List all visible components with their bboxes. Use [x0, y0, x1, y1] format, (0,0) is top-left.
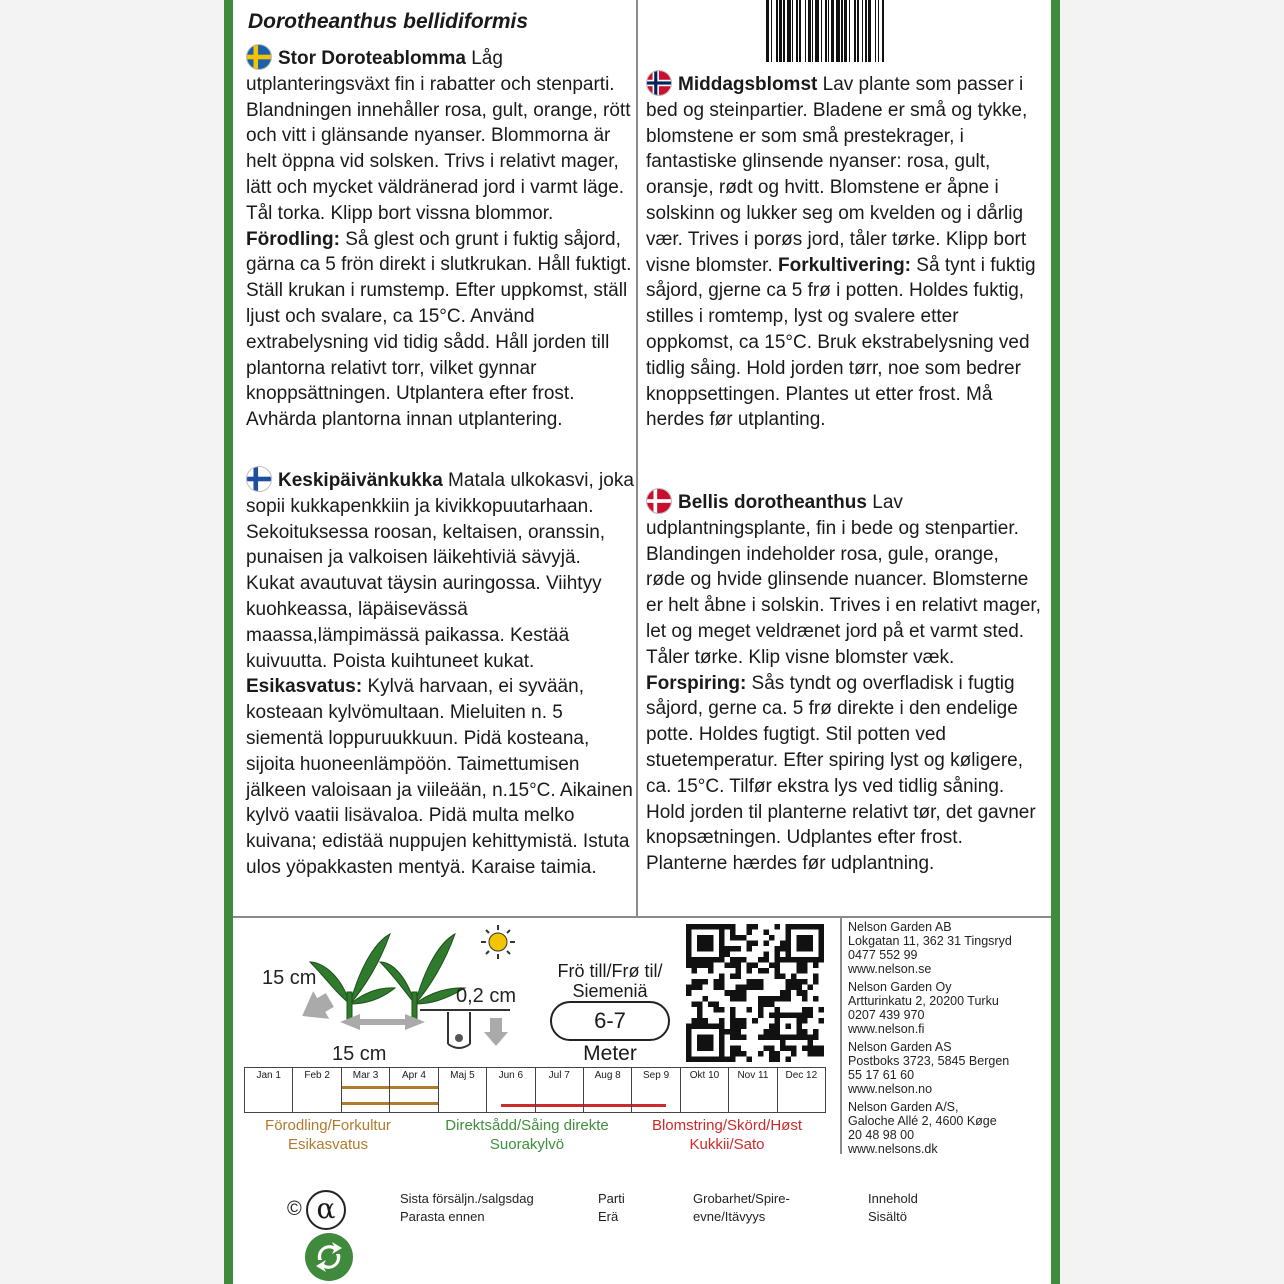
- seeds-value: 6-7: [550, 1001, 670, 1041]
- calendar-month: [487, 1068, 535, 1112]
- section-finnish: [246, 466, 634, 881]
- calendar-month-label: Jul 7: [548, 1070, 570, 1081]
- calendar-month: [536, 1068, 584, 1112]
- company-address: Postboks 3723, 5845 Bergen: [848, 1054, 1010, 1068]
- section-norwegian: [646, 70, 1042, 433]
- calendar-month: [584, 1068, 632, 1112]
- calendar-month-label: Aug 8: [594, 1070, 621, 1081]
- calendar-month-label: Jun 6: [498, 1070, 524, 1081]
- section-text: Sås tyndt og overfladisk i fugtig såjord, gerne ca. 5 frø direkte i den endelige potte. Holdes fugtigt. Stil potten ved stuetemperatur. Efter spiring lyst og køligere, ca. 15°C. Tilfør ekstra lys ved tidlig såning. Hold jorden til planterne relativt tør, det gavner knopsætningen. Udplantes efter frost. Planterne hærdes før udplantning.: [646, 672, 1036, 875]
- section-text: Så glest och grunt i fuktig såjord, gärna ca 5 frön direkt i slutkrukan. Håll fuktigt. Ställ krukan i rumstemp. Efter uppkomst, ställ ljust och svalare, ca 15°C. Använd extrabelysning vid tidig sådd. Håll jorden till plantorna relativt torr, vilket gynnar knoppsättningen. Utplantera efter frost. Avhärda plantorna innan utplantering.: [246, 228, 632, 431]
- section-text: Matala ulkokasvi, joka sopii kukkapenkkiin ja kivikkopuutarhaan. Sekoituksessa roosan, keltaisen, oranssin, punaisen ja valkoisen läikehtiviä sävyjä. Kukat avautuvat täysin auringossa. Viihtyy kuohkeassa, läpäisevässä maassa,lämpimässä paikassa. Kestää kuivuutta. Poista kuihtuneet kukat.: [246, 470, 634, 672]
- section-title: Middagsblomst: [678, 74, 818, 95]
- section-subheading: Forspiring:: [646, 672, 747, 694]
- company-name: Nelson Garden AB: [848, 920, 952, 934]
- calendar-month-label: Apr 4: [402, 1070, 426, 1081]
- section-text: Låg utplanteringsväxt fin i rabatter och stenparti. Blandningen innehåller rosa, gult, orange, rött och vitt i glänsande nyanser. Blommorna är helt öppna vid solsken. Trivs i relativt mager, lätt och mycket väldränerad jord i varmt läge. Tål torka. Klipp bort vissna blommor.: [246, 48, 631, 224]
- company-web[interactable]: www.nelson.no: [848, 1082, 933, 1096]
- sowing-indoor-bar: [342, 1102, 389, 1105]
- company-phone: 0477 552 99: [848, 948, 918, 962]
- company-info: [848, 1100, 997, 1156]
- section-title: Bellis dorotheanthus: [678, 492, 867, 513]
- sales-date-label: Sista försäljn./salgsdag Parasta ennen: [400, 1191, 534, 1224]
- depth-label: 0,2 cm: [456, 985, 517, 1007]
- company-address: Lokgatan 11, 362 31 Tingsryd: [848, 934, 1012, 948]
- germination-label: Grobarhet/Spire- evne/Itävyys: [693, 1191, 790, 1224]
- sowing-calendar: [244, 1067, 826, 1113]
- calendar-month-label: Maj 5: [450, 1070, 475, 1081]
- contents-label: Innehold Sisältö: [868, 1191, 918, 1224]
- calendar-month: [439, 1068, 487, 1112]
- calendar-month-label: Nov 11: [737, 1070, 769, 1081]
- norway-flag-icon: [646, 70, 672, 96]
- company-web[interactable]: www.nelson.se: [848, 962, 932, 976]
- calendar-month-label: Jan 1: [256, 1070, 281, 1081]
- company-info: [848, 920, 1012, 976]
- section-text: Så tynt i fuktig såjord, gjerne ca 5 frø i potten. Holdes fuktig, stilles i romtemp, lyst og svalere etter oppkomst, ca 15°C. Bruk ekstrabelysning ved tidlig såing. Hold jorden tørr, noe som bedrer knoppsettingen. Plantes ut etter frost. Må herdes før utplanting.: [646, 254, 1036, 431]
- finland-flag-icon: [246, 466, 272, 492]
- company-address: Galoche Allé 2, 4600 Køge: [848, 1114, 997, 1128]
- calendar-month-label: Okt 10: [689, 1070, 720, 1081]
- section-subheading: Förodling:: [246, 228, 340, 250]
- legend-bloom: Blomstring/Skörd/Høst Kukkii/Sato: [651, 1117, 803, 1153]
- copyright-symbol: ©: [287, 1198, 302, 1220]
- calendar-month: [342, 1068, 390, 1112]
- section-text: Lav udplantningsplante, fin i bede og stenpartier. Blandingen indeholder rosa, gule, orange, røde og hvide glinsende nuancer. Blomsterne er helt åbne i solskin. Trives i en relativt mager, let og meget veldrænet jord på et varmt sted. Tåler tørke. Klip visne blomster væk.: [646, 492, 1041, 668]
- scientific-name: Dorotheanthus bellidiformis: [248, 10, 529, 33]
- company-name: Nelson Garden Oy: [848, 980, 952, 994]
- seeds-unit: Meter: [583, 1042, 637, 1065]
- calendar-month-label: Sep 9: [643, 1070, 670, 1081]
- recycle-icon: [304, 1232, 354, 1282]
- denmark-flag-icon: [646, 488, 672, 514]
- calendar-month-label: Mar 3: [352, 1070, 379, 1081]
- company-info: [848, 980, 999, 1036]
- calendar-month: [390, 1068, 438, 1112]
- barcode: [766, 0, 1056, 62]
- seeds-label: Frö till/Frø til/ Siemeniä: [557, 961, 663, 1001]
- calendar-month: [778, 1068, 825, 1112]
- calendar-month: [681, 1068, 729, 1112]
- qr-code: [686, 924, 824, 1062]
- alpha-logo: α: [306, 1190, 346, 1230]
- section-title: Stor Doroteablomma: [278, 48, 466, 69]
- company-phone: 0207 439 970: [848, 1008, 925, 1022]
- company-web[interactable]: www.nelson.fi: [848, 1022, 925, 1036]
- spacing-vertical-label: 15 cm: [262, 967, 317, 989]
- section-divider: [233, 916, 1051, 918]
- sowing-indoor-bar: [342, 1086, 389, 1089]
- planting-diagram: [240, 922, 540, 1064]
- bloom-bar: [536, 1104, 583, 1107]
- bloom-bar: [584, 1104, 631, 1107]
- company-phone: 20 48 98 00: [848, 1128, 915, 1142]
- company-address: Artturinkatu 2, 20200 Turku: [848, 994, 999, 1008]
- calendar-month: [293, 1068, 341, 1112]
- calendar-month: [729, 1068, 777, 1112]
- section-danish: [646, 488, 1042, 877]
- column-divider: [636, 0, 638, 918]
- company-phone: 55 17 61 60: [848, 1068, 915, 1082]
- legend-direct-sowing: Direktsådd/Såing direkte Suorakylvö: [445, 1117, 609, 1153]
- section-text: Lav plante som passer i bed og steinpartier. Bladene er små og tykke, blomstene er som små prestekrager, i fantastiske glinsende nyanser: rosa, gult, oransje, rødt og hvitt. Blomstene er åpne i solskinn og lukker seg om kvelden og i dårlig vær. Trives i porøs jord, tåler tørke. Klipp bort visne blomster.: [646, 74, 1028, 276]
- calendar-month-label: Dec 12: [785, 1070, 818, 1081]
- company-divider: [840, 918, 842, 1154]
- section-title: Keskipäivänkukka: [278, 470, 443, 491]
- legend-indoor-sowing: Förodling/Forkultur Esikasvatus: [265, 1117, 391, 1153]
- section-text: Kylvä harvaan, ei syvään, kosteaan kylvömultaan. Mieluiten n. 5 siementä loppuruukkuun. Pidä kosteana, sijoita huoneenlämpöön. Taimettumisen jälkeen valoisaan ja viileään, n.15°C. Aikainen kylvö vaatii lisävaloa. Pidä multa melko kuivana; edistää nuppujen kehittymistä. Istuta ulos yöpakkasten mentyä. Karaise taimia.: [246, 676, 633, 878]
- company-web[interactable]: www.nelsons.dk: [848, 1142, 938, 1156]
- section-subheading: Forkultivering:: [778, 254, 912, 276]
- sun-icon: [481, 925, 515, 959]
- sowing-indoor-bar: [390, 1086, 437, 1089]
- section-subheading: Esikasvatus:: [246, 676, 363, 698]
- sweden-flag-icon: [246, 44, 272, 70]
- bloom-bar: [632, 1104, 665, 1107]
- company-name: Nelson Garden AS: [848, 1040, 952, 1054]
- company-info: [848, 1040, 1009, 1096]
- lot-label: Parti Erä: [598, 1191, 625, 1224]
- sowing-indoor-bar: [390, 1102, 437, 1105]
- calendar-month-label: Feb 2: [304, 1070, 330, 1081]
- section-swedish: [246, 44, 634, 433]
- bloom-bar: [501, 1104, 534, 1107]
- company-name: Nelson Garden A/S,: [848, 1100, 959, 1114]
- plant-illustration: [310, 934, 465, 1022]
- calendar-month: [245, 1068, 293, 1112]
- spacing-horizontal-label: 15 cm: [332, 1043, 387, 1064]
- calendar-month: [632, 1068, 680, 1112]
